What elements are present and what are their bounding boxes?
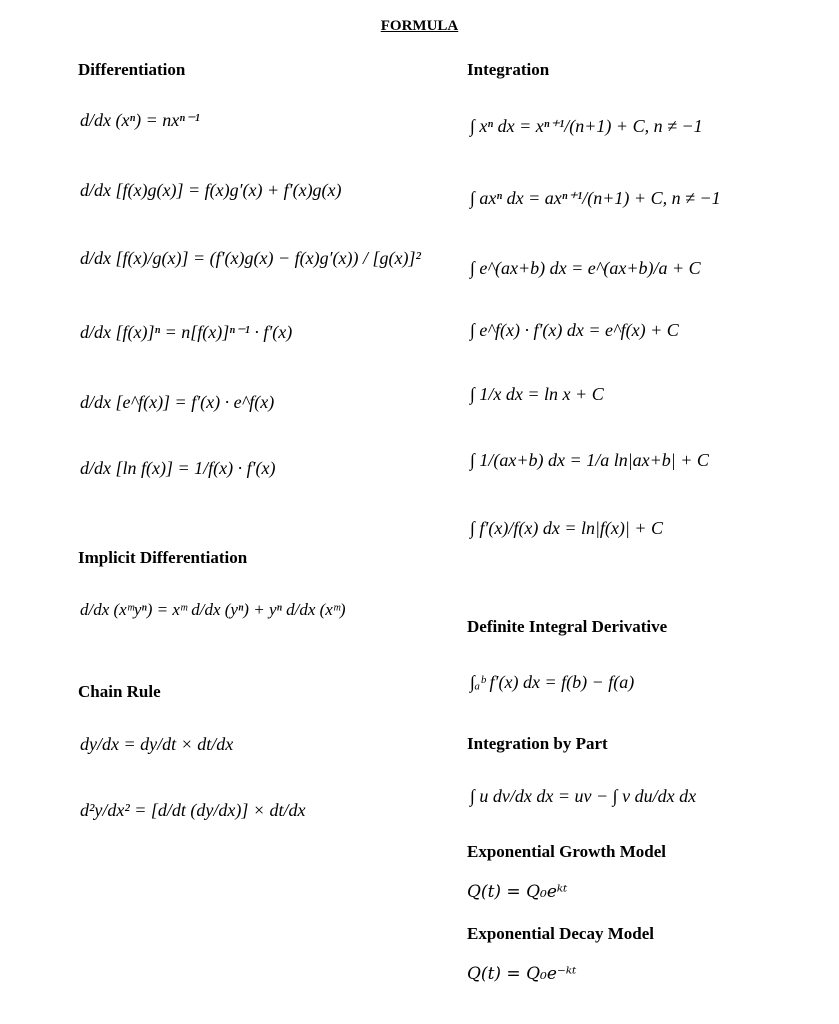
- chain-rule-heading: Chain Rule: [78, 682, 161, 701]
- definite-integral-heading: Definite Integral Derivative: [467, 617, 668, 636]
- power-of-function-formula: d/dx [f(x)]ⁿ = n[f(x)]ⁿ⁻¹ · f′(x): [80, 322, 293, 342]
- growth-model-heading: Exponential Growth Model: [467, 842, 666, 861]
- definite-integral-formula: ∫ₐᵇ f′(x) dx = f(b) − f(a): [470, 672, 635, 692]
- power-rule-formula: d/dx (xⁿ) = nxⁿ⁻¹: [80, 110, 200, 130]
- growth-model-formula: Q(t) = Q₀eᵏᵗ: [467, 882, 568, 902]
- implicit-differentiation-heading: Implicit Differentiation: [78, 548, 248, 567]
- decay-model-formula: Q(t) = Q₀e⁻ᵏᵗ: [467, 964, 577, 984]
- differentiation-heading: Differentiation: [78, 60, 186, 79]
- exponential-derivative-formula: d/dx [e^f(x)] = f′(x) · e^f(x): [80, 392, 275, 412]
- scaled-power-integral-formula: ∫ axⁿ dx = axⁿ⁺¹/(n+1) + C, n ≠ −1: [470, 188, 721, 208]
- log-integral-formula: ∫ f′(x)/f(x) dx = ln|f(x)| + C: [470, 518, 663, 538]
- power-integral-formula: ∫ xⁿ dx = xⁿ⁺¹/(n+1) + C, n ≠ −1: [470, 116, 703, 136]
- chain-rule-formula: dy/dx = dy/dt × dt/dx: [80, 734, 234, 754]
- exponential-integral-formula: ∫ e^(ax+b) dx = e^(ax+b)/a + C: [470, 258, 701, 278]
- implicit-differentiation-formula: d/dx (xᵐyⁿ) = xᵐ d/dx (yⁿ) + yⁿ d/dx (xᵐ): [80, 600, 346, 619]
- product-rule-formula: d/dx [f(x)g(x)] = f(x)g′(x) + f′(x)g(x): [80, 180, 342, 200]
- page-title: FORMULA: [380, 18, 459, 34]
- decay-model-heading: Exponential Decay Model: [467, 924, 654, 943]
- linear-reciprocal-integral-formula: ∫ 1/(ax+b) dx = 1/a ln|ax+b| + C: [470, 450, 709, 470]
- exp-composite-integral-formula: ∫ e^f(x) · f′(x) dx = e^f(x) + C: [470, 320, 679, 340]
- second-derivative-formula: d²y/dx² = [d/dt (dy/dx)] × dt/dx: [80, 800, 306, 820]
- integration-heading: Integration: [467, 60, 550, 79]
- integration-by-part-formula: ∫ u dv/dx dx = uv − ∫ v du/dx dx: [470, 786, 697, 806]
- integration-by-part-heading: Integration by Part: [467, 734, 608, 753]
- reciprocal-integral-formula: ∫ 1/x dx = ln x + C: [470, 384, 604, 404]
- log-derivative-formula: d/dx [ln f(x)] = 1/f(x) · f′(x): [80, 458, 276, 478]
- quotient-rule-formula: d/dx [f(x)/g(x)] = (f′(x)g(x) − f(x)g′(x)) / [g(x)]²: [80, 248, 421, 268]
